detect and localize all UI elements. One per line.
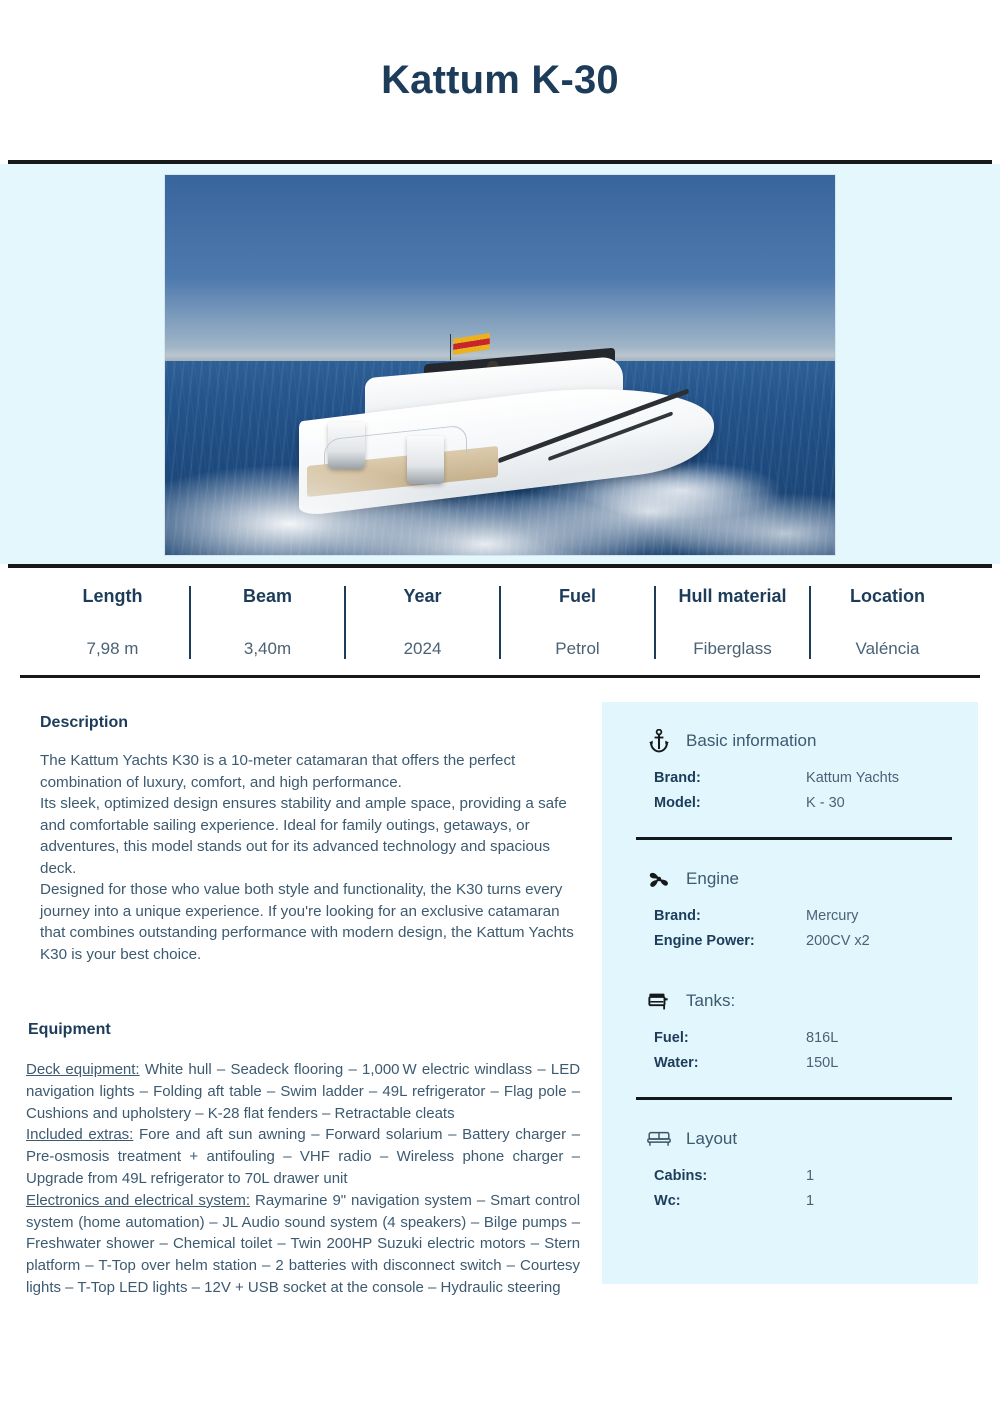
- right-column: [602, 702, 978, 1299]
- spec-value: 2024: [403, 639, 442, 658]
- spec-label: Length: [82, 586, 143, 606]
- flag-pole: [450, 334, 451, 360]
- photo-wake: [165, 449, 835, 555]
- propeller-icon: [646, 866, 672, 892]
- description-body: [40, 750, 580, 965]
- spec-label: Fuel: [558, 586, 596, 606]
- bed-icon: [646, 1126, 672, 1152]
- panel-divider-1: [636, 837, 952, 840]
- panel-row-brand: [624, 770, 956, 786]
- panel-row-model: [624, 795, 956, 811]
- panel-spacer-1: [624, 958, 956, 988]
- panel-row-key: Cabins:: [654, 1168, 708, 1184]
- equipment-group-label: Included extras:: [26, 1126, 134, 1144]
- equipment-block: [26, 1021, 580, 1299]
- panel-row-wc: [624, 1193, 956, 1209]
- equipment-group-label: Electronics and electrical system:: [26, 1191, 251, 1209]
- panel-row-value: 200CV x2: [806, 933, 870, 949]
- panel-row-key: Fuel:: [654, 1030, 689, 1046]
- panel-row-key: Engine Power:: [654, 933, 755, 949]
- description-heading: Description: [40, 714, 129, 731]
- panel-row-value: 1: [806, 1168, 815, 1184]
- main-content: [0, 678, 1000, 1299]
- spec-value: 3,40m: [243, 639, 292, 658]
- spec-value: Fiberglass: [693, 639, 772, 658]
- panel-row-key: Brand:: [654, 770, 701, 786]
- panel-group-engine: [624, 866, 956, 892]
- panel-row-engine-brand: [624, 908, 956, 924]
- spec-label: Hull material: [678, 586, 787, 606]
- spec-value: Valéncia: [855, 639, 920, 658]
- spec-year: [346, 586, 501, 659]
- panel-row-value: 1: [806, 1193, 815, 1209]
- panel-row-key: Wc:: [654, 1193, 681, 1209]
- equipment-group-electronics: [26, 1190, 580, 1299]
- panel-row-tank-fuel: [624, 1030, 956, 1046]
- page-title: Kattum K-30: [381, 57, 619, 102]
- panel-row-engine-power: [624, 933, 956, 949]
- panel-row-key: Water:: [654, 1055, 699, 1071]
- equipment-group-text: Fore and aft sun awning – Forward solarium – Battery charger – Pre-osmosis treatment + antifouling – VHF radio – Wireless phone charger – Upgrade from 49L refrigerator to 70L drawer unit: [26, 1126, 581, 1187]
- panel-row-tank-water: [624, 1055, 956, 1071]
- spec-value: 7,98 m: [86, 639, 139, 658]
- equipment-group-deck: [26, 1059, 580, 1124]
- spec-value: Petrol: [555, 639, 600, 658]
- panel-row-cabins: [624, 1168, 956, 1184]
- boat-photo: [165, 175, 835, 555]
- panel-divider-2: [636, 1097, 952, 1100]
- title-area: [0, 0, 1000, 160]
- panel-row-value: 816L: [806, 1030, 839, 1046]
- panel-row-value: 150L: [806, 1055, 839, 1071]
- panel-group-title-label: Engine: [686, 869, 739, 888]
- spec-location: [811, 586, 964, 659]
- hero-banner: [0, 164, 1000, 564]
- anchor-icon: [646, 728, 672, 754]
- panel-group-basic-information: [624, 728, 956, 754]
- panel-row-key: Model:: [654, 795, 701, 811]
- spec-label: Beam: [242, 586, 293, 606]
- spec-label: Location: [850, 586, 925, 606]
- spec-fuel: [501, 586, 656, 659]
- panel-group-title-label: Basic information: [686, 731, 817, 750]
- spec-hull-material: [656, 586, 811, 659]
- panel-row-value: K - 30: [806, 795, 845, 811]
- equipment-heading: Equipment: [28, 1021, 111, 1038]
- panel-group-tanks: [624, 988, 956, 1014]
- equipment-group-extras: [26, 1124, 580, 1189]
- panel-row-value: Kattum Yachts: [806, 770, 900, 786]
- panel-row-value: Mercury: [806, 908, 859, 924]
- left-column: [26, 702, 580, 1299]
- panel-group-layout: [624, 1126, 956, 1152]
- specs-row: [0, 568, 1000, 675]
- panel-group-title-label: Layout: [686, 1129, 738, 1148]
- description-paragraph: Designed for those who value both style and functionality, the K30 turns every journey into a unique experience. If you're looking for an exclusive catamaran that combines outstanding performance with modern design, the Kattum Yachts K30 is your best choice.: [40, 881, 574, 963]
- spec-length: [36, 586, 191, 659]
- equipment-group-text: White hull – Seadeck flooring – 1,000 W electric windlass – LED navigation lights – Folding aft table – Swim ladder – 49L refrigerator – Flag pole – Cushions and upholstery – K-28 flat fenders – Retractable cleats: [26, 1061, 581, 1122]
- info-panel: [602, 702, 978, 1284]
- spec-beam: [191, 586, 346, 659]
- spanish-flag-icon: [453, 333, 490, 356]
- equipment-group-text: Raymarine 9" navigation system – Smart control system (home automation) – JL Audio sound system (4 speakers) – Bilge pumps – Freshwater shower – Chemical toilet – Twin 200HP Suzuki electric motors – Stern platform – T-Top over helm station – 2 batteries with disconnect switch – Courtesy lights – T-Top LED lights – 12V + USB socket at the console – Hydraulic steering: [26, 1191, 581, 1296]
- description-paragraph: Its sleek, optimized design ensures stability and ample space, providing a safe and comfortable sailing experience. Ideal for family outings, getaways, or adventures, this model stands out for its advanced technology and spacious deck.: [40, 795, 567, 877]
- equipment-group-label: Deck equipment:: [26, 1061, 140, 1078]
- panel-row-key: Brand:: [654, 908, 701, 924]
- description-paragraph: The Kattum Yachts K30 is a 10-meter catamaran that offers the perfect combination of luxury, comfort, and high performance.: [40, 752, 516, 791]
- fuel-tank-icon: [646, 988, 672, 1014]
- spec-label: Year: [403, 586, 442, 606]
- panel-group-title-label: Tanks:: [686, 991, 736, 1010]
